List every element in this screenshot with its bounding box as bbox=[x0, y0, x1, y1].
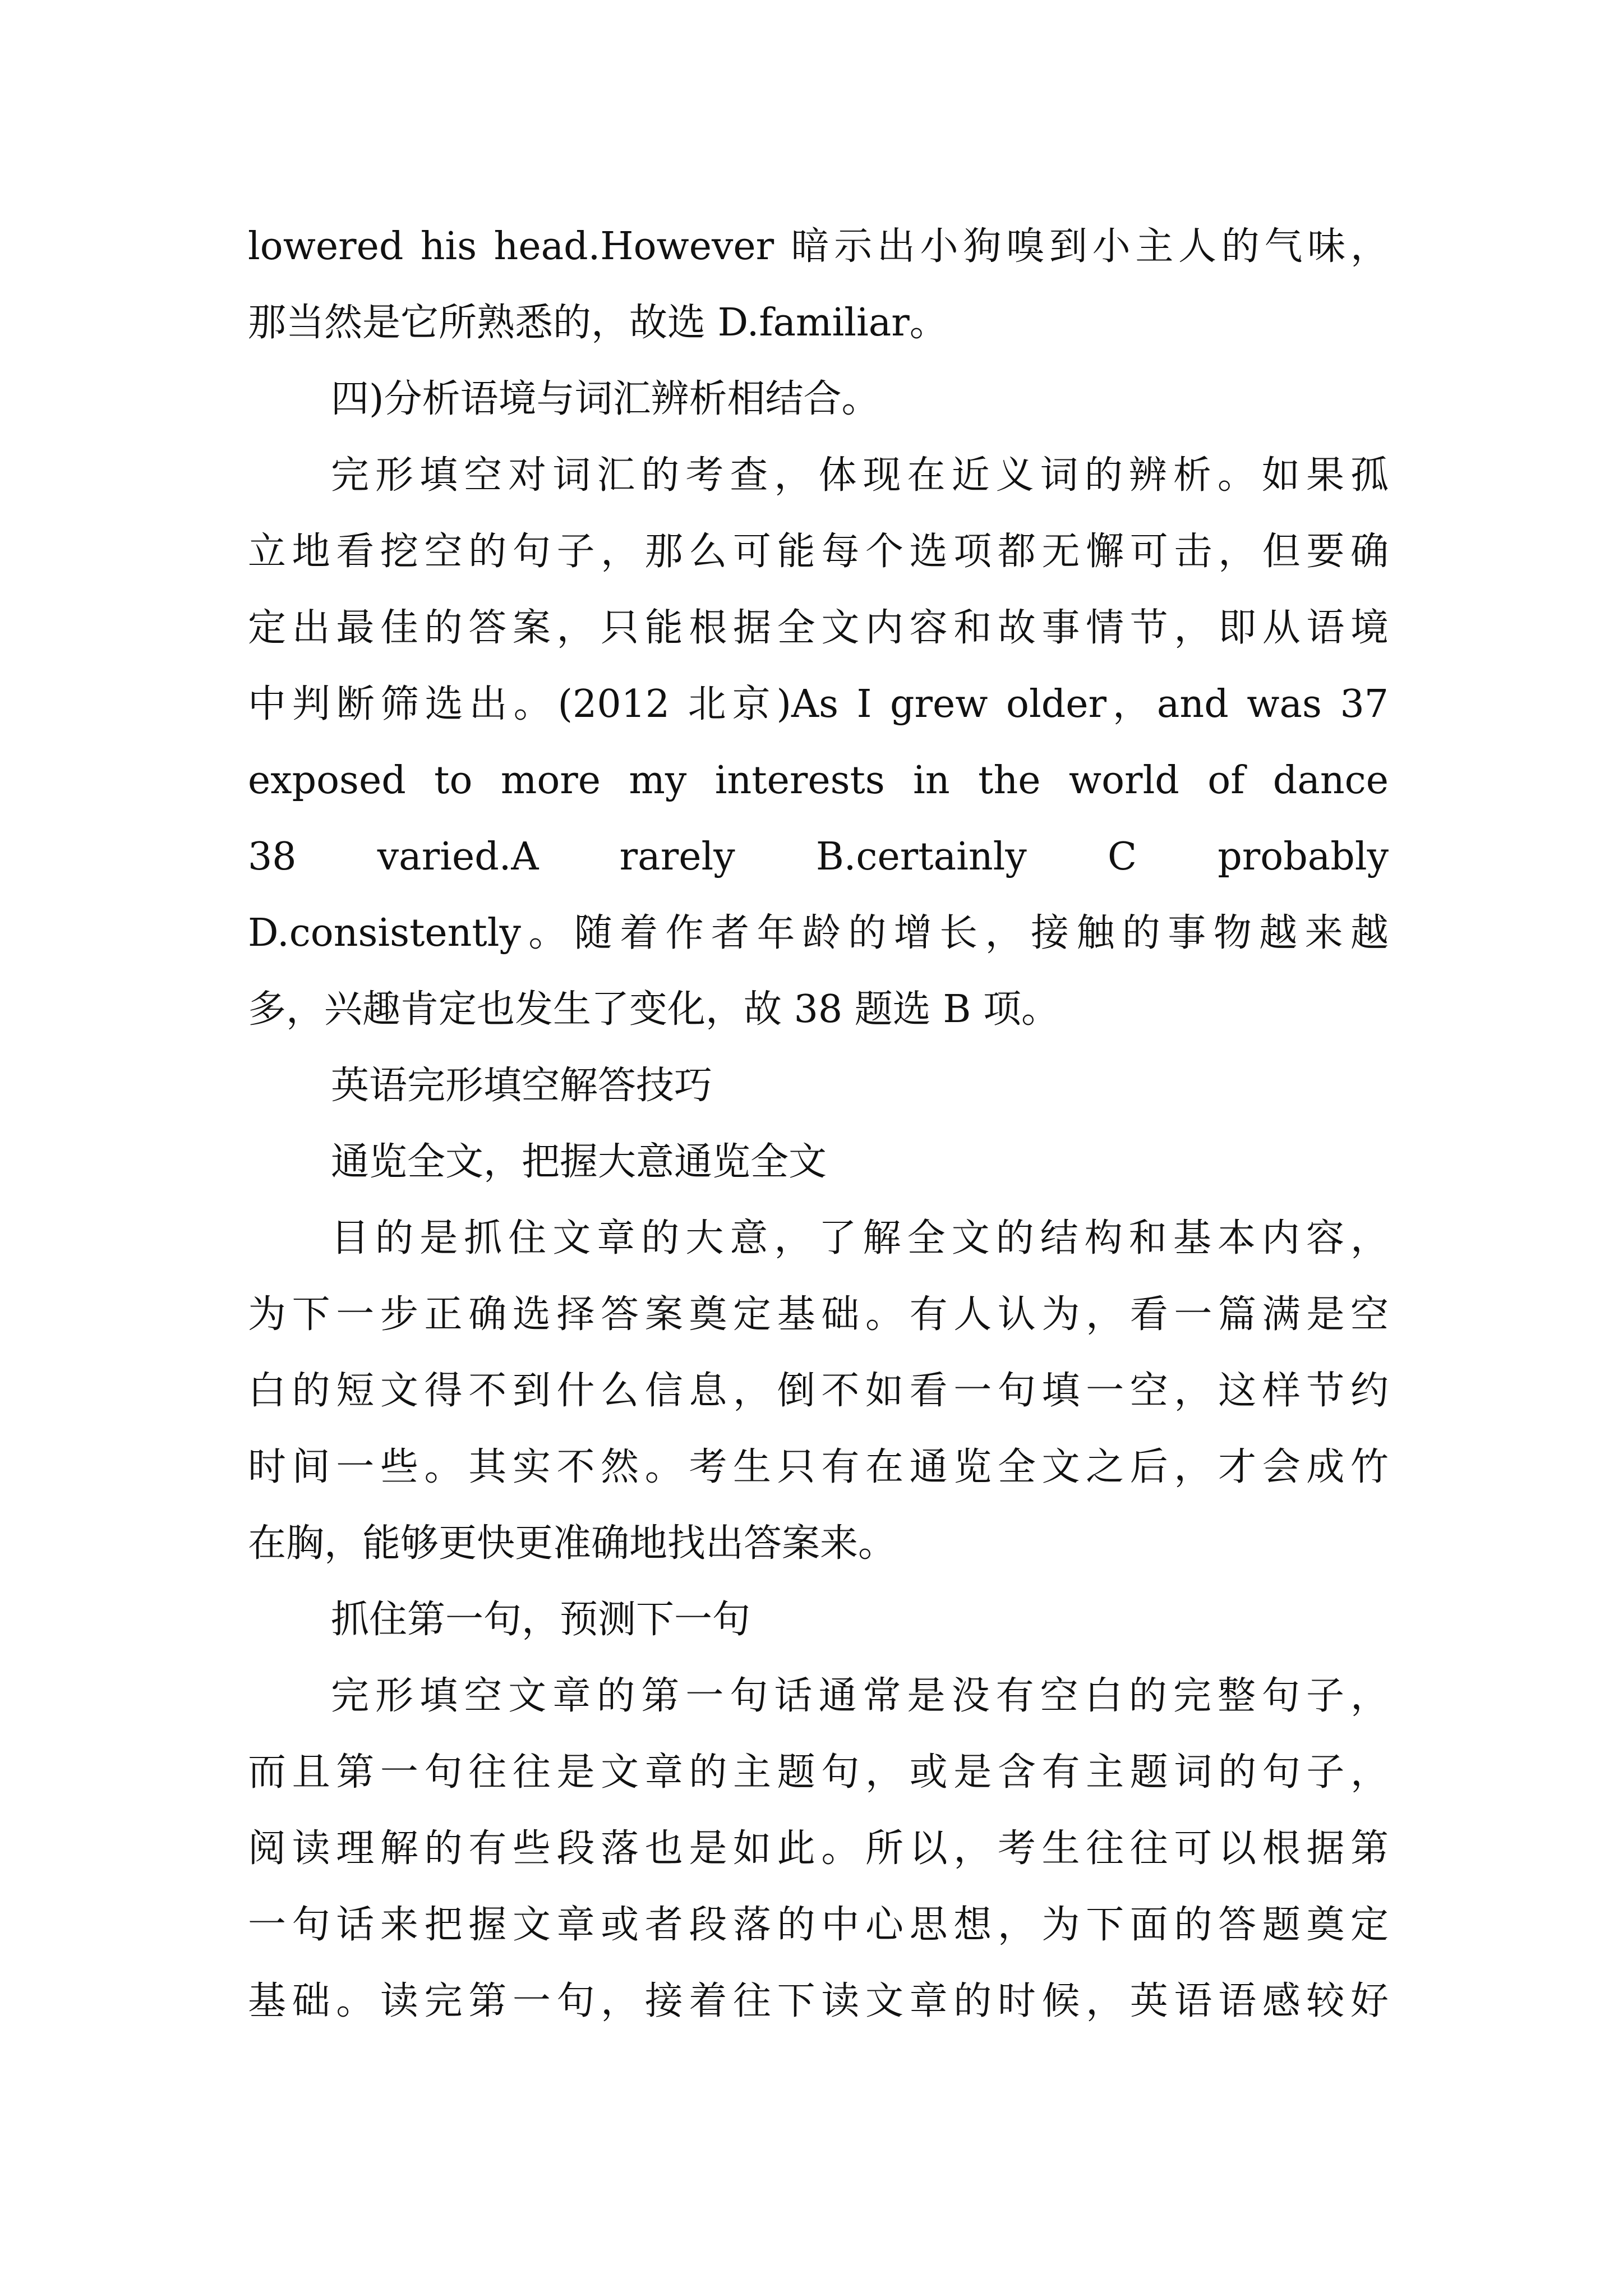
text-line: 38 varied.A rarely B.certainly C probably bbox=[248, 835, 1389, 879]
text-line: exposed to more my interests in the world of dance bbox=[248, 758, 1389, 803]
body-paragraph bbox=[248, 1658, 1389, 2040]
text-line: 那当然是它所熟悉的，故选 D.familiar。 bbox=[248, 301, 948, 345]
text-line: 时间一些。其实不然。考生只有在通览全文之后，才会成竹 bbox=[248, 1445, 1389, 1489]
text-line: 定出最佳的答案，只能根据全文内容和故事情节，即从语境 bbox=[248, 606, 1389, 650]
text-line: 阅读理解的有些段落也是如此。所以，考生往往可以根据第 bbox=[248, 1826, 1389, 1871]
section-heading bbox=[248, 1124, 1389, 1200]
heading-text: 英语完形填空解答技巧 bbox=[331, 1064, 713, 1108]
body-paragraph bbox=[248, 1200, 1389, 1582]
section-heading bbox=[248, 1582, 1389, 1658]
section-heading bbox=[248, 1048, 1389, 1124]
continuation-paragraph bbox=[248, 209, 1389, 361]
heading-text: 四)分析语境与词汇辨析相结合。 bbox=[331, 377, 880, 421]
text-line: 目的是抓住文章的大意，了解全文的结构和基本内容， bbox=[331, 1216, 1389, 1260]
text-line: 多，兴趣肯定也发生了变化，故 38 题选 B 项。 bbox=[248, 987, 1059, 1032]
text-line: 在胸，能够更快更准确地找出答案来。 bbox=[248, 1521, 897, 1566]
text-line: D.consistently。随着作者年龄的增长，接触的事物越来越 bbox=[248, 911, 1389, 955]
text-line: 完形填空文章的第一句话通常是没有空白的完整句子， bbox=[331, 1674, 1389, 1718]
text-line: 一句话来把握文章或者段落的中心思想，为下面的答题奠定 bbox=[248, 1903, 1389, 1947]
text-line: 为下一步正确选择答案奠定基础。有人认为，看一篇满是空 bbox=[248, 1292, 1389, 1337]
text-line: lowered his head.However 暗示出小狗嗅到小主人的气味， bbox=[248, 224, 1389, 269]
heading-text: 通览全文，把握大意通览全文 bbox=[331, 1140, 827, 1184]
text-line: 基础。读完第一句，接着往下读文章的时候，英语语感较好 bbox=[248, 1979, 1389, 2023]
document-body bbox=[248, 209, 1389, 2040]
text-line: 完形填空对词汇的考查，体现在近义词的辨析。如果孤 bbox=[331, 453, 1389, 498]
text-line: 立地看挖空的句子，那么可能每个选项都无懈可击，但要确 bbox=[248, 530, 1389, 574]
body-paragraph bbox=[248, 438, 1389, 1048]
text-line: 而且第一句往往是文章的主题句，或是含有主题词的句子， bbox=[248, 1750, 1389, 1795]
text-line: 白的短文得不到什么信息，倒不如看一句填一空，这样节约 bbox=[248, 1369, 1389, 1413]
text-line: 中判断筛选出。(2012 北京)As I grew older，and was 37 bbox=[248, 682, 1389, 726]
section-heading bbox=[248, 361, 1389, 438]
heading-text: 抓住第一句，预测下一句 bbox=[331, 1598, 751, 1642]
